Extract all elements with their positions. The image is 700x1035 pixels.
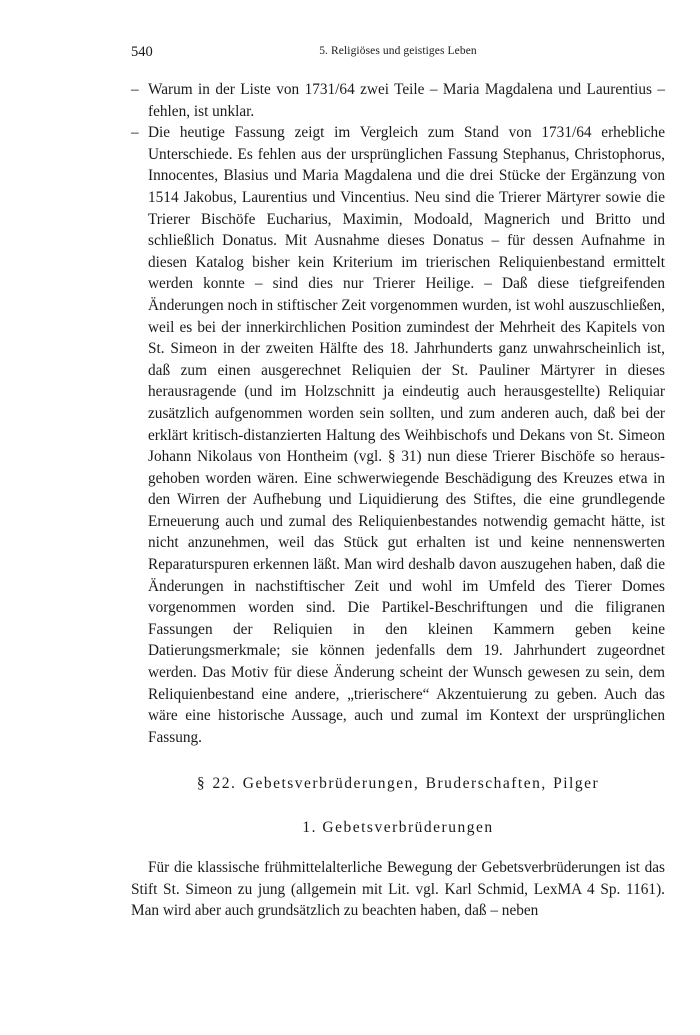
list-item-text: Warum in der Liste von 1731/64 zwei Teile – Maria Magdalena und Laurentius – fehlen, ist unklar. xyxy=(148,81,665,120)
section-heading: § 22. Gebetsverbrüderungen, Bruderschaften, Pilger xyxy=(196,775,600,792)
list-item-text: Die heutige Fassung zeigt im Vergleich zum Stand von 1731/64 erhebliche Unterschiede. Es fehlen aus der ursprünglichen Fassung Stephanus, Christophorus, Innocentes, Blasius und Maria Magdalena und die drei Stücke der Ergänzung von 1514 Jakobus, Laurentius und Vincentius. Neu sind die Trierer Märtyrer sowie die Trierer Bischöfe Eucharius, Maximin, Modoald, Magnerich und Britto und schließlich Donatus. Mit Ausnahme dieses Donatus – für dessen Aufnahme in diesen Katalog bisher kein Kriterium im trierischen Reliquienbestand ermittelt werden konnte – sind dies nur Trierer Heilige. – Daß diese tiefgreifenden Änderungen noch in stiftischer Zeit vorgenommen wurden, ist wohl auszuschließen, weil es bei der innerkirchlichen Position zumindest der Mehrheit des Kapitels von St. Simeon in der zweiten Hälfte des 18. Jahrhunderts ganz unwahrscheinlich ist, daß zum einen ausgerechnet Reliquien der St. Pauliner Märtyrer in dieses herausragende (und im Holzschnitt ja eindeutig auch herausgestellte) Reliquiar zusätzlich aufgenommen worden sein sollten, und zum anderen auch, daß bei der erklärt kritisch-distanzierten Haltung des Weihbischofs und Dekans von St. Simeon Johann Nikolaus von Hontheim (vgl. § 31) nun diese Trierer Bischöfe so herausgehoben worden wären. Eine schwerwiegende Beschädigung des Kreuzes etwa in den Wirren der Aufhebung und Liquidierung des Stiftes, die eine grundlegende Erneuerung auch und zumal des Reliquienbestandes notwendig gemacht hätte, ist nicht anzunehmen, weil das Stück gut erhalten ist und keine nennenswerten Reparaturspuren erkennen läßt. Man wird deshalb davon auszugehen haben, daß die Änderungen in nachstiftischer Zeit und wohl im Umfeld des Tierer Domes vorgenommen worden sind. Die Partikel-Beschriftungen und die filigranen Fassungen der Reliquien in den kleinen Kammern geben keine Datierungsmerkmale; sie können jedenfalls dem 19. Jahrhundert zugeordnet werden. Das Motiv für diese Änderung scheint der Wunsch gewesen zu sein, dem Reliquienbestand eine andere, „trierischere“ Akzentuierung zu geben. Auch das wäre eine historische Aussage, auch und zumal im Kontext der ursprünglichen Fassung. xyxy=(148,124,665,746)
dash-marker: – xyxy=(131,124,139,142)
subsection-heading: 1. Gebetsverbrüderungen xyxy=(302,819,494,836)
running-head xyxy=(131,44,665,62)
bullet-list xyxy=(131,79,665,748)
running-title: 5. Religiöses und geistiges Leben xyxy=(319,45,477,57)
list-item xyxy=(131,122,665,748)
body-paragraph: Für die klassische frühmittelalterliche Bewegung der Gebetsverbrüderungen ist das Stift St. Simeon zu jung (allgemein mit Lit. vgl. Karl Schmid, LexMA 4 Sp. 1161). Man wird aber auch grundsätzlich zu beachten haben, daß – neben xyxy=(131,859,665,920)
body-text xyxy=(131,79,665,748)
page-number: 540 xyxy=(131,44,153,60)
dash-marker: – xyxy=(131,81,139,98)
list-item xyxy=(131,79,665,122)
